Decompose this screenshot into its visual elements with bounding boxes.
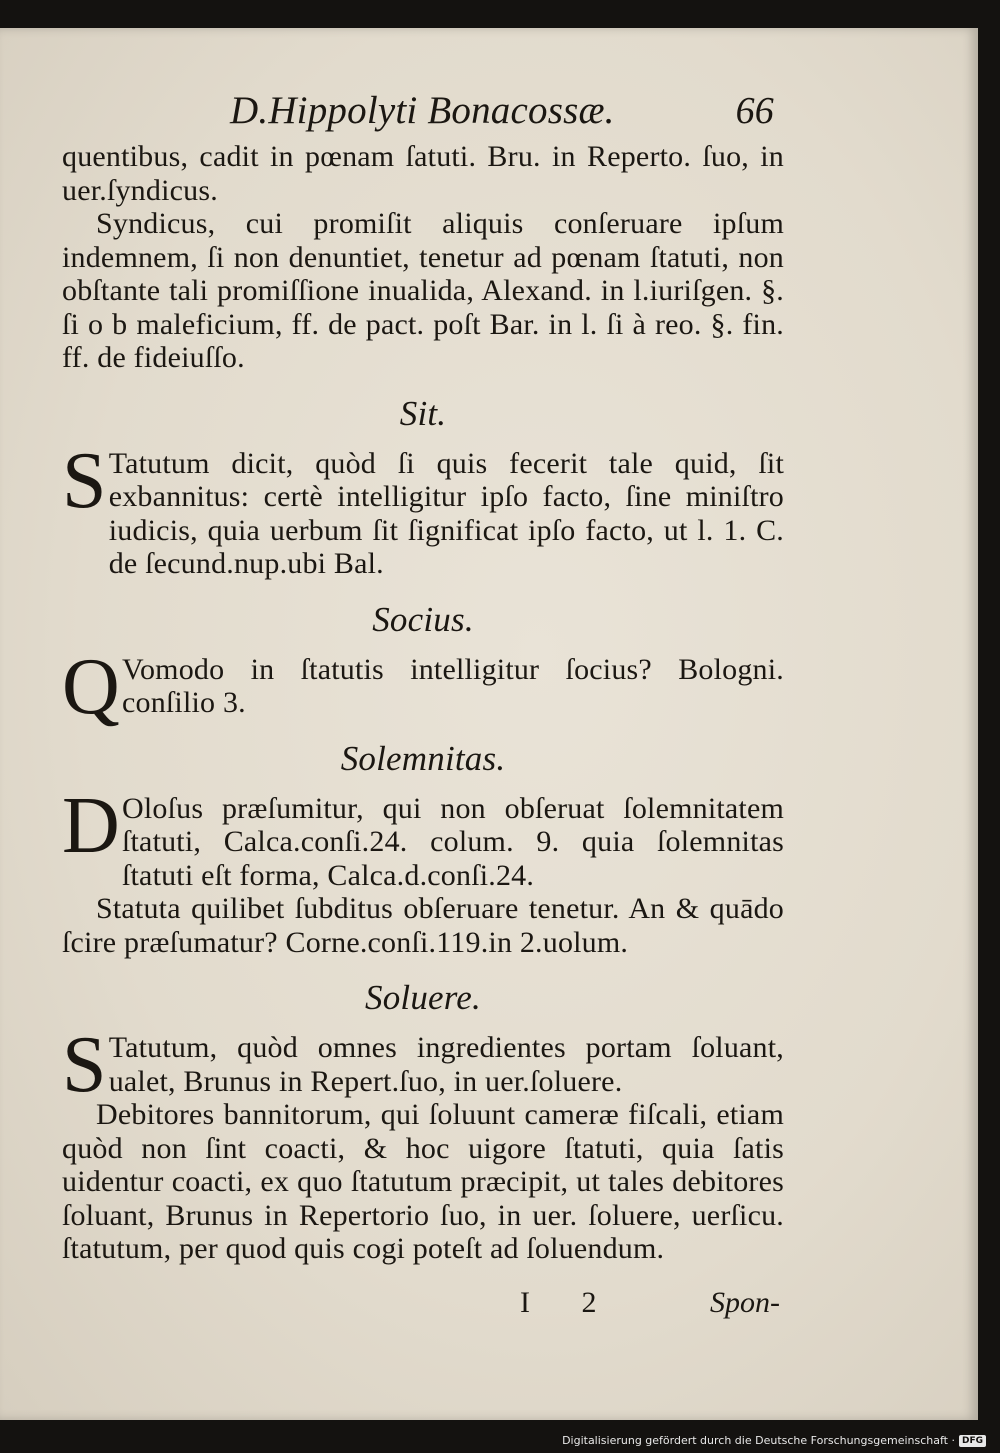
initial-paragraph: [62, 1021, 784, 1109]
initial-paragraph: [62, 781, 784, 893]
drop-cap-initial: S: [62, 436, 107, 525]
drop-cap-initial: S: [62, 1021, 107, 1109]
initial-paragraph: [62, 642, 784, 731]
paragraph: Statuta quilibet ſubditus obſeruare tenetur. An & quādo ſcire præſumatur? Corne.conſi.119.in 2.uolum.: [62, 892, 784, 959]
book-page: [0, 28, 978, 1420]
section-heading: Sit.: [399, 393, 447, 433]
section-heading: Solemnitas.: [340, 738, 506, 778]
paragraph: Tatutum, quòd omnes ingredientes portam ſoluant, ualet, Brunus in Repert.ſuo, in uer.ſoluere.: [108, 1031, 784, 1098]
dfg-logo-icon: DFG: [959, 1435, 986, 1447]
page-number: 66: [735, 90, 774, 132]
page-text: [62, 88, 784, 1266]
paragraph: Debitores bannitorum, qui ſoluunt cameræ fiſcali, etiam quòd non ſint coacti, & hoc uigore ſtatuti, quia ſatis uidentur coacti, ex quo ſtatutum præcipit, ut tales debitores ſoluant, Brunus in Repertorio ſuo, in uer. ſoluere, uerſicu. ſtatutum, per quod quis cogi poteſt ad ſoluendum.: [62, 1098, 784, 1265]
paragraph: quentibus, cadit in pœnam ſatuti. Bru. in Reperto. ſuo, in uer.ſyndicus.: [62, 140, 784, 207]
paragraph: Oloſus præſumitur, qui non obſeruat ſolemnitatem ſtatuti, Calca.conſi.24. colum. 9. quia ſolemnitas ſtatuti eſt forma, Calca.d.conſi.24.: [121, 791, 784, 892]
paragraph: Syndicus, cui promiſit aliquis conſeruare ipſum indemnem, ſi non denuntiet, tenetur ad pœnam ſtatuti, non obſtante tali promiſſione inualida, Alexand. in l.iuriſgen. §. ſi o b maleficium, ff. de pact. poſt Bar. in l. ſi à reo. §. fin. ff. de fideiuſſo.: [62, 207, 784, 374]
section-heading: Soluere.: [365, 978, 481, 1017]
drop-cap-initial: D: [62, 781, 120, 870]
signature-mark: I 2: [520, 1286, 619, 1319]
paragraph: Tatutum dicit, quòd ſi quis fecerit tale quid, ſit exbannitus: certè intelligitur ipſo facto, ſine miniſtro iudicis, quia uerbum ſit ſignificat ipſo facto, ut l. 1. C. de ſecund.nup.ubi Bal.: [108, 446, 784, 580]
paragraph: Vomodo in ſtatutis intelligitur ſocius? Bologni. conſilio 3.: [121, 652, 784, 719]
drop-cap-initial: Q: [62, 642, 120, 731]
digitization-credit: [562, 1434, 986, 1447]
credit-text: Digitalisierung gefördert durch die Deutsche Forschungsgemeinschaft ·: [562, 1434, 955, 1447]
initial-paragraph: [62, 436, 784, 581]
running-title: D.Hippolyti Bonacossæ.: [230, 89, 615, 132]
section-heading: Socius.: [372, 599, 474, 639]
catchword: Spon-: [710, 1286, 780, 1319]
page-footer: [520, 1286, 780, 1320]
page-header: [62, 88, 784, 140]
